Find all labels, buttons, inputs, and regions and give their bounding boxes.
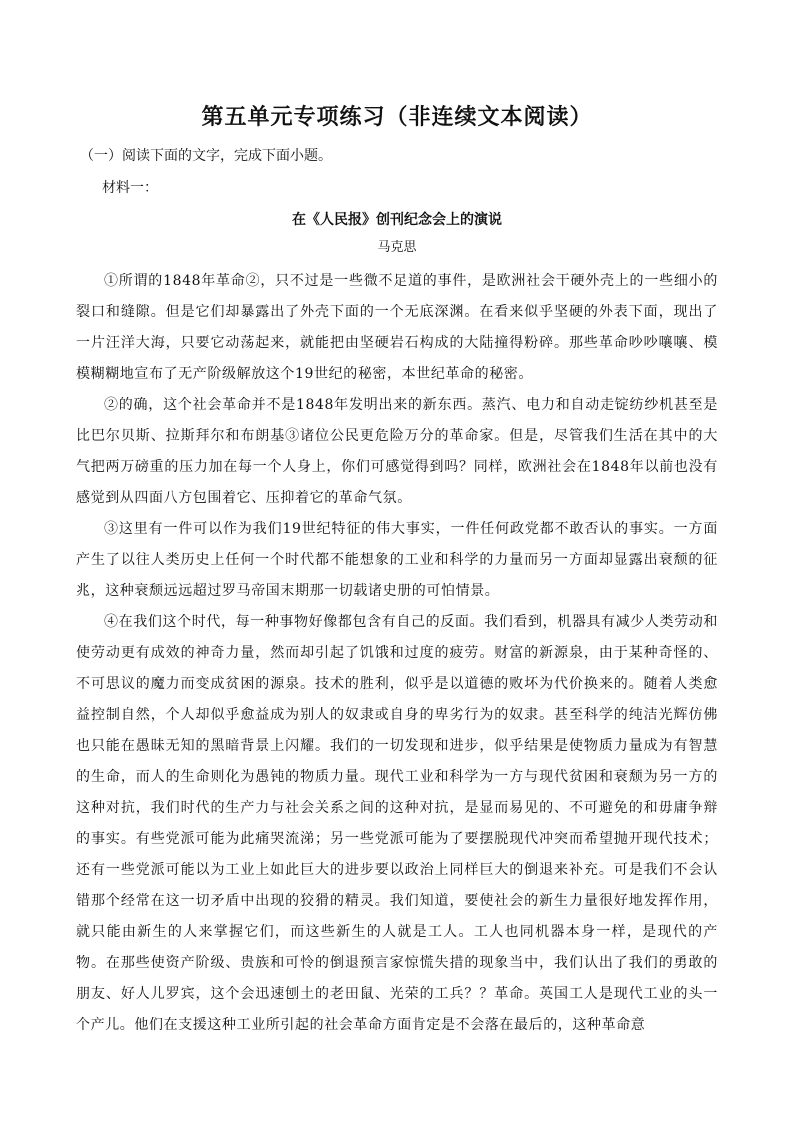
instruction-text: （一）阅读下面的文字，完成下面小题。 [80,148,332,164]
article-title: 在《人民报》创刊纪念会上的演说 [292,212,502,228]
paragraph-2: ②的确，这个社会革命并不是1848年发明出来的新东西。蒸汽、电力和自动走锭纺纱机甚至是比巴尔贝斯、拉斯拜尔和布朗基③诸位公民更危险万分的革命家。但是，尽管我们生活在其中的大气把两万磅重的压力加在每一个人身上，你们可感觉得到吗？同样，欧洲社会在1848年以前也没有感觉到从四面八方包围着它、压抑着它的革命气氛。 [76,397,718,506]
article-author: 马克思 [377,240,417,255]
page-title: 第五单元专项练习（非连续文本阅读） [201,104,593,130]
paragraph-1: ①所谓的1848年革命②，只不过是一些微不足道的事件，是欧洲社会干硬外壳上的一些细小的裂口和缝隙。但是它们却暴露出了外壳下面的一个无底深渊。在看来似乎坚硬的外表下面，现出了一片汪洋大海，只要它动荡起来，就能把由坚硬岩石构成的大陆撞得粉碎。那些革命吵吵嚷嚷、模模糊糊地宣布了无产阶级解放这个19世纪的秘密，本世纪革命的秘密。 [76,273,718,382]
paragraph-4: ④在我们这个时代，每一种事物好像都包含有自己的反面。我们看到，机器具有减少人类劳动和使劳动更有成效的神奇力量，然而却引起了饥饿和过度的疲劳。财富的新源泉，由于某种奇怪的、不可思议的魔力而变成贫困的源泉。技术的胜利，似乎是以道德的败坏为代价换来的。随着人类愈益控制自然，个人却似乎愈益成为别人的奴隶或自身的卑劣行为的奴隶。甚至科学的纯洁光辉仿佛也只能在愚昧无知的黑暗背景上闪耀。我们的一切发现和进步，似乎结果是使物质力量成为有智慧的生命，而人的生命则化为愚钝的物质力量。现代工业和科学为一方与现代贫困和衰颓为另一方的这种对抗，我们时代的生产力与社会关系之间的这种对抗，是显而易见的、不可避免的和毋庸争辩的事实。有些党派可能为此痛哭流涕；另一些党派可能为了要摆脱现代冲突而希望抛开现代技术；还有一些党派可能以为工业上如此巨大的进步要以政治上同样巨大的倒退来补充。可是我们不会认错那个经常在这一切矛盾中出现的狡猾的精灵。我们知道，要使社会的新生力量很好地发挥作用，就只能由新生的人来掌握它们，而这些新生的人就是工人。工人也同机器本身一样，是现代的产物。在那些使资产阶级、贵族和可怜的倒退预言家惊慌失措的现象当中，我们认出了我们的勇敢的朋友、好人儿罗宾，这个会迅速刨土的老田鼠、光荣的工兵？？革命。英国工人是现代工业的头一个产儿。他们在支援这种工业所引起的社会革命方面肯定是不会落在最后的，这种革命意 [76,614,718,1033]
material-label: 材料一： [102,180,158,196]
paragraph-3: ③这里有一件可以作为我们19世纪特征的伟大事实，一件任何政党都不敢否认的事实。一方面产生了以往人类历史上任何一个时代都不能想象的工业和科学的力量而另一方面却显露出衰颓的征兆，这种衰颓远远超过罗马帝国末期那一切载诸史册的可怕情景。 [76,521,718,599]
